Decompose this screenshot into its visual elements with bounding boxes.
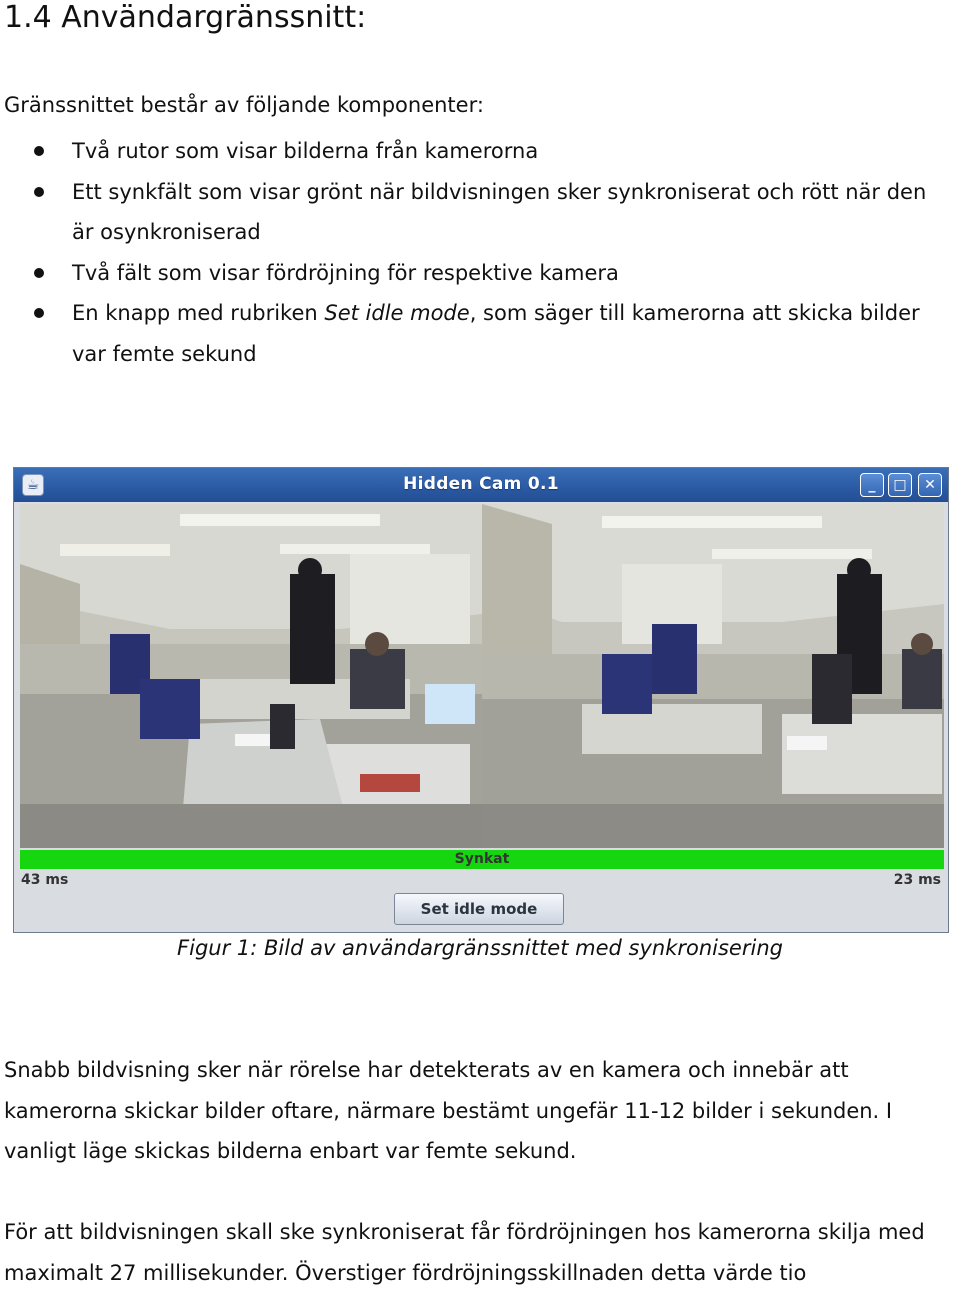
camera-view-right [482,504,944,848]
body-paragraph: Snabb bildvisning sker när rörelse har detekterats av en kamera och innebär att kamerorna skickar bilder oftare, närmare bestämt ungefär 11-12 bilder i sekunden. I vanligt läge skickas bilderna enbart var femte sekund. [4,1058,893,1163]
intro-text: Gränssnittet består av följande komponenter: [4,93,484,117]
bullet-icon [34,146,44,156]
list-item: Två rutor som visar bilderna från kamerorna [0,131,960,172]
section-heading: 1.4 Användargränssnitt: [4,0,367,35]
app-window-screenshot [13,467,949,933]
bullet-icon [34,187,44,197]
camera-image-left [20,504,482,848]
camera-image-right [482,504,944,848]
figure-caption: Figur 1: Bild av användargränssnittet med synkronisering [177,936,783,960]
right-camera-delay: 23 ms [893,872,941,888]
minimize-icon[interactable]: _ [860,473,884,497]
set-idle-mode-button[interactable]: Set idle mode [394,893,564,925]
bullet-icon [34,268,44,278]
bullet-icon [34,308,44,318]
component-list [0,131,960,374]
java-app-icon: ☕ [22,474,44,496]
list-item: Två fält som visar fördröjning för respektive kamera [0,253,960,294]
window-title: Hidden Cam 0.1 [403,474,559,494]
close-icon[interactable]: ✕ [918,473,942,497]
left-camera-delay: 43 ms [21,872,69,888]
sync-status-bar: Synkat [20,850,944,869]
list-item: Ett synkfält som visar grönt när bildvisningen sker synkroniserat och rött när den är osynkroniserad [0,172,960,253]
list-item: En knapp med rubriken Set idle mode, som säger till kamerorna att skicka bilder var femte sekund [0,293,960,374]
maximize-icon[interactable]: □ [888,473,912,497]
window-titlebar[interactable] [14,468,948,502]
body-paragraph: För att bildvisningen skall ske synkroniserat får fördröjningen hos kamerorna skilja med maximalt 27 millisekunder. Överstiger fördröjningsskillnaden detta värde tio [4,1220,925,1285]
camera-view-left [20,504,482,848]
